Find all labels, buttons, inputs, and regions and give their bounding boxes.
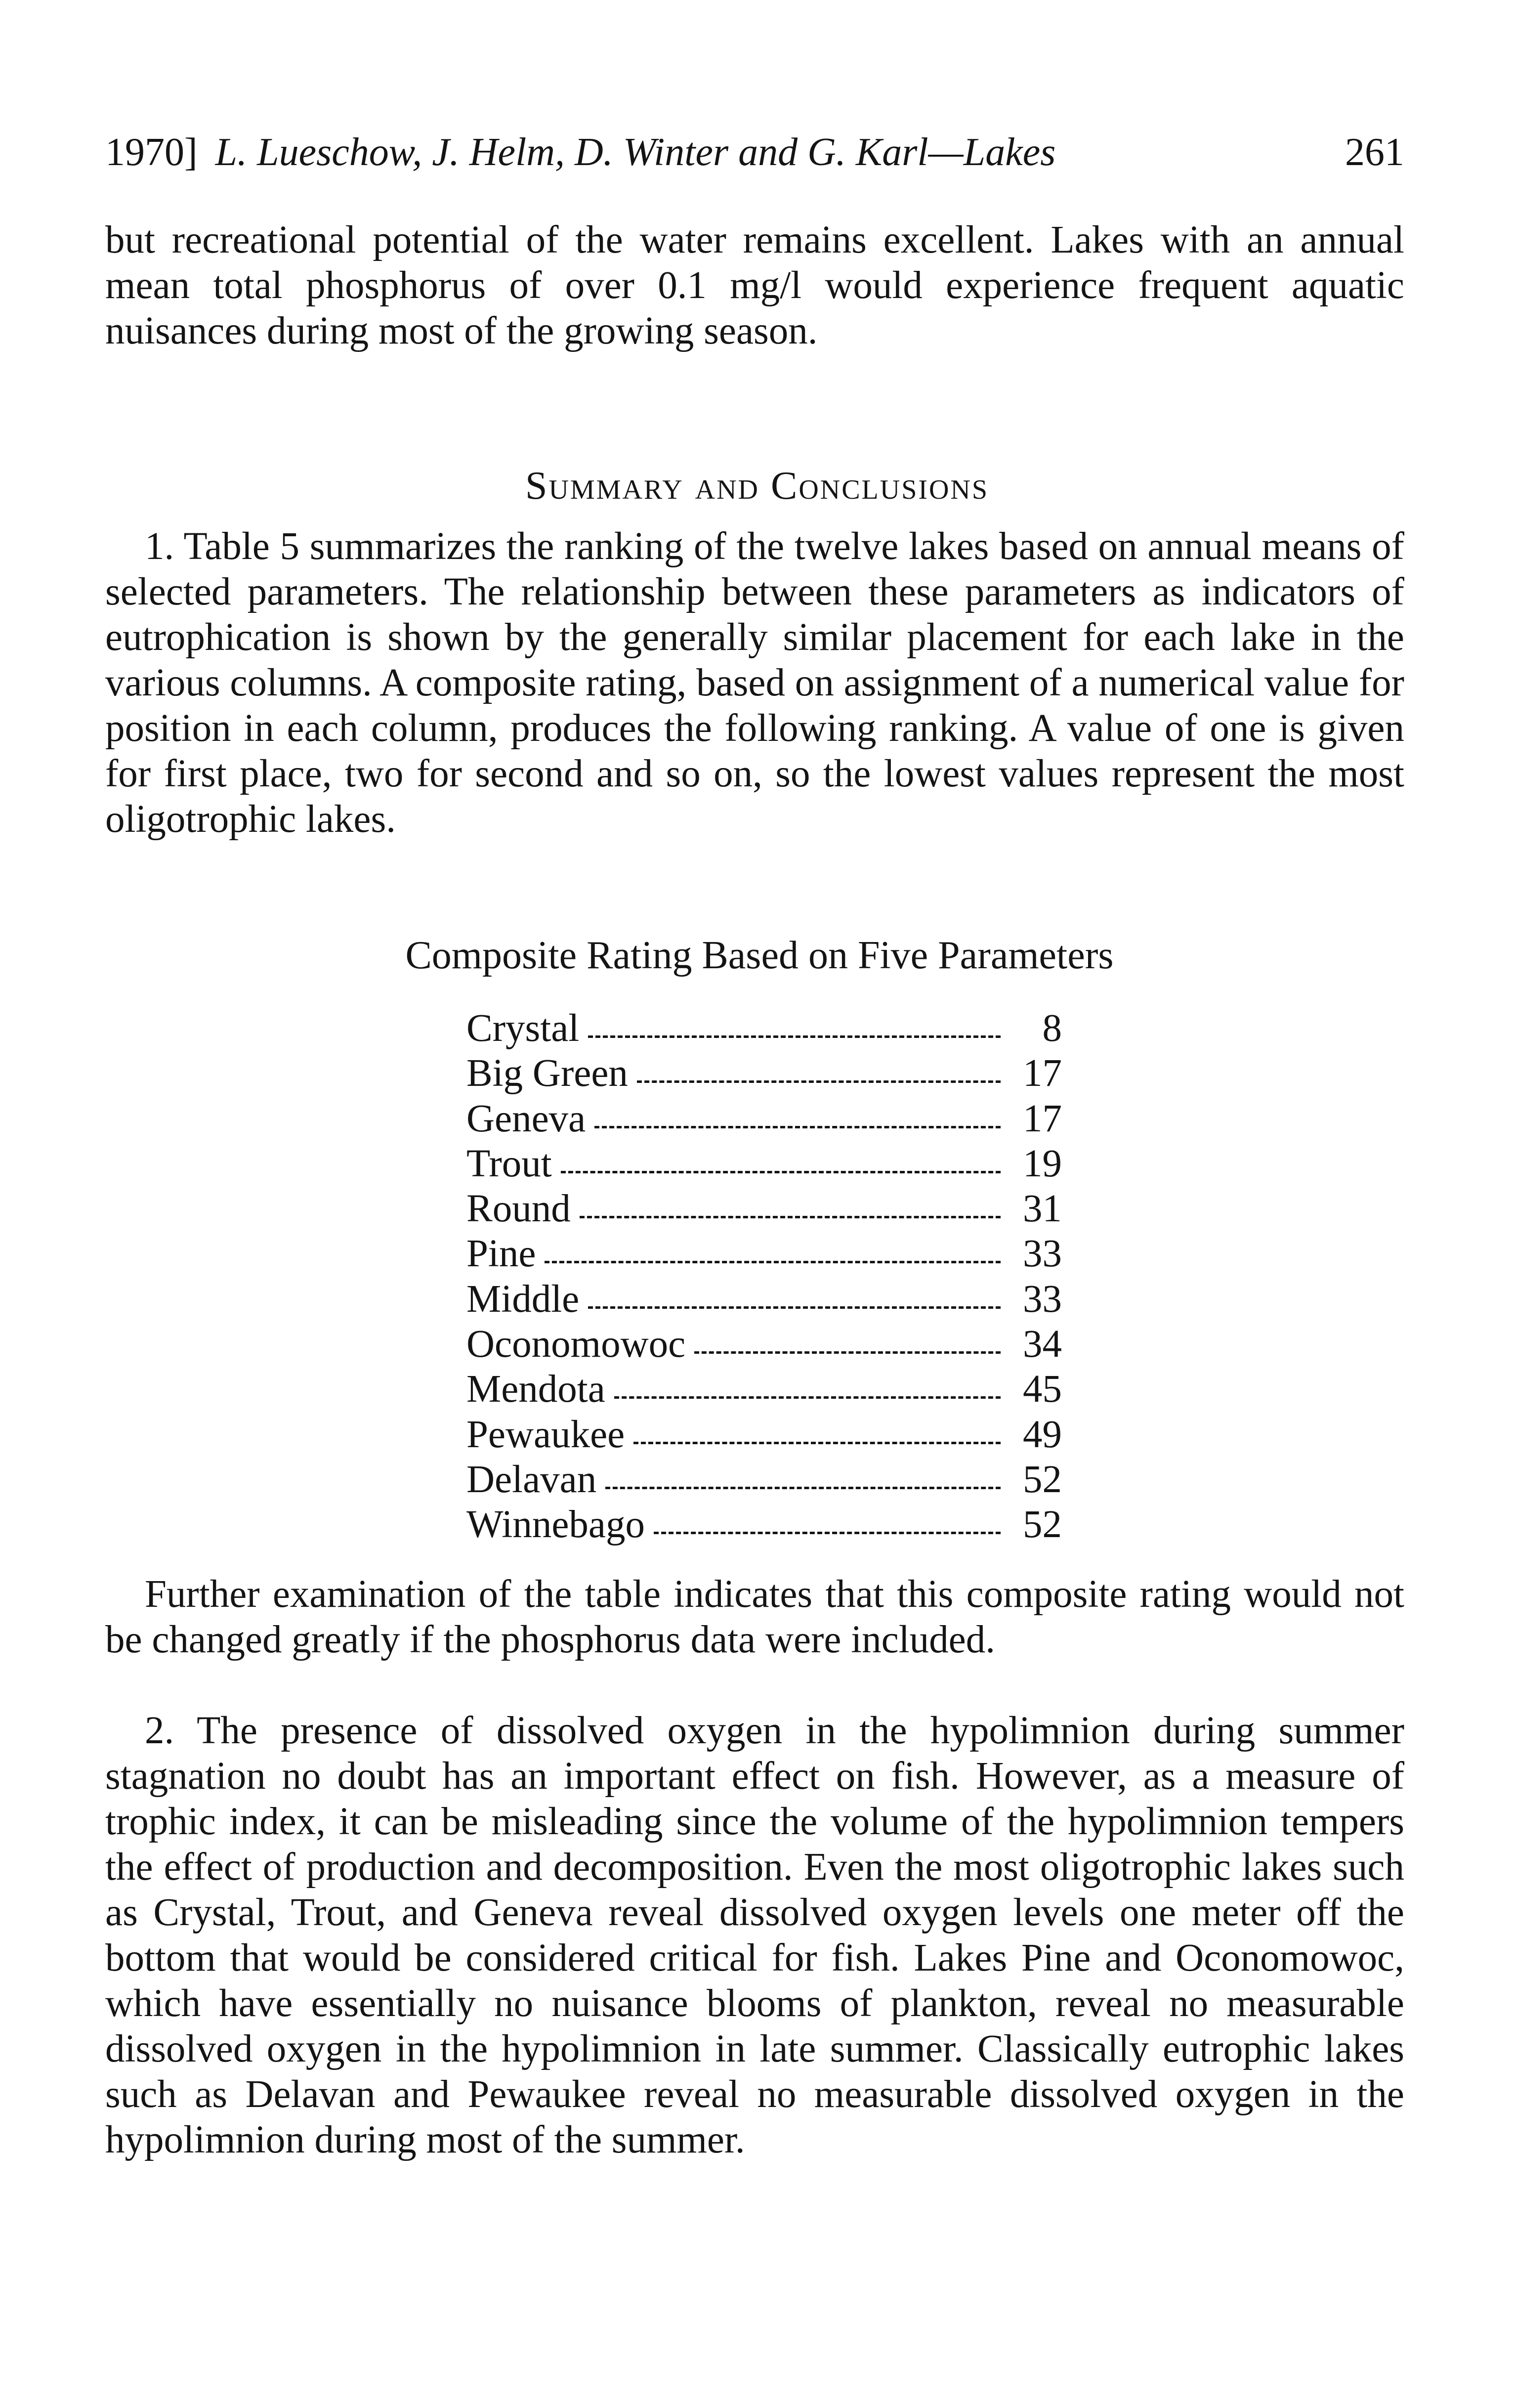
ranking-row (466, 1186, 1062, 1231)
lake-name: Crystal (466, 1007, 580, 1050)
composite-score: 49 (1023, 1413, 1062, 1456)
lake-name: Winnebago (466, 1503, 645, 1547)
dot-leader (561, 1171, 1001, 1173)
intro-paragraph: but recreational potential of the water remains excellent. Lakes with an annual mean total phosphorus of over 0.1 mg/l would experience frequent aquatic nuisances during most of the growing season. (105, 218, 1404, 352)
lake-name: Geneva (466, 1097, 586, 1140)
dot-leader (580, 1216, 1001, 1218)
lake-name: Big Green (466, 1052, 628, 1095)
lake-name: Delavan (466, 1458, 597, 1501)
ranking-table (466, 1006, 1062, 1548)
lake-name: Mendota (466, 1368, 605, 1411)
dot-leader (545, 1261, 1001, 1263)
composite-score: 19 (1023, 1142, 1062, 1185)
dot-leader (694, 1351, 1001, 1354)
composite-score: 52 (1023, 1503, 1062, 1547)
ranking-table-title: Composite Rating Based on Five Parameters (405, 934, 1114, 977)
lake-name: Trout (466, 1142, 552, 1185)
composite-score: 17 (1023, 1097, 1062, 1140)
paragraph-2: 2. The presence of dissolved oxygen in the hypolimnion during summer stagnation no doubt has an important effect on fish. However, as a measure of trophic index, it can be misleading since the volume of the hypolimnion tempers the effect of production and decomposition. Even the most oligotrophic lakes such as Crystal, Trout, and Geneva reveal dissolved oxygen levels one meter off the bottom that would be considered critical for fish. Lakes Pine and Oconomowoc, which have essentially no nuisance blooms of plankton, reveal no measurable dissolved oxygen in the hypolimnion in late summer. Classically eutrophic lakes such as Delavan and Pewaukee reveal no measurable dissolved oxygen in the hypolimnion during most of the summer. (105, 1709, 1404, 2161)
dot-leader (654, 1532, 1001, 1534)
ranking-row (466, 1231, 1062, 1276)
dot-leader (633, 1442, 1001, 1444)
dot-leader (605, 1487, 1001, 1489)
paragraph-further: Further examination of the table indicates that this composite rating would not be changed greatly if the phosphorus data were included. (105, 1573, 1404, 1661)
paragraph-1: 1. Table 5 summarizes the ranking of the twelve lakes based on annual means of selected parameters. The relationship between these parameters as indicators of eutrophication is shown by the generally similar placement for each lake in the various columns. A composite rating, based on assignment of a numerical value for position in each column, produces the following ranking. A value of one is given for first place, two for second and so on, so the lowest values represent the most oligotrophic lakes. (105, 525, 1404, 841)
composite-score: 52 (1023, 1458, 1062, 1501)
running-header (105, 132, 1404, 172)
composite-score: 33 (1023, 1232, 1062, 1276)
dot-leader (637, 1080, 1001, 1083)
page-number: 261 (1345, 130, 1404, 174)
ranking-row (466, 1457, 1062, 1502)
header-authors: L. Lueschow, J. Helm, D. Winter and G. Karl—Lakes (215, 130, 1056, 174)
composite-score: 31 (1023, 1187, 1062, 1231)
ranking-row (466, 1367, 1062, 1412)
ranking-row (466, 1096, 1062, 1141)
lake-name: Oconomowoc (466, 1323, 686, 1366)
lake-name: Round (466, 1187, 571, 1231)
ranking-row (466, 1412, 1062, 1457)
lake-name: Middle (466, 1277, 580, 1321)
ranking-row (466, 1322, 1062, 1367)
composite-score: 8 (1042, 1007, 1062, 1050)
ranking-row (466, 1006, 1062, 1051)
lake-name: Pewaukee (466, 1413, 625, 1456)
dot-leader (594, 1126, 1001, 1128)
dot-leader (588, 1035, 1001, 1038)
ranking-row (466, 1051, 1062, 1096)
header-year: 1970] (105, 130, 198, 174)
header-left (105, 132, 1055, 172)
ranking-row (466, 1277, 1062, 1322)
ranking-row (466, 1141, 1062, 1186)
lake-name: Pine (466, 1232, 536, 1276)
dot-leader (588, 1306, 1001, 1309)
section-heading: Summary and Conclusions (525, 464, 989, 508)
composite-score: 34 (1023, 1323, 1062, 1366)
dot-leader (614, 1396, 1001, 1399)
composite-score: 17 (1023, 1052, 1062, 1095)
composite-score: 45 (1023, 1368, 1062, 1411)
ranking-row (466, 1502, 1062, 1547)
composite-score: 33 (1023, 1277, 1062, 1321)
